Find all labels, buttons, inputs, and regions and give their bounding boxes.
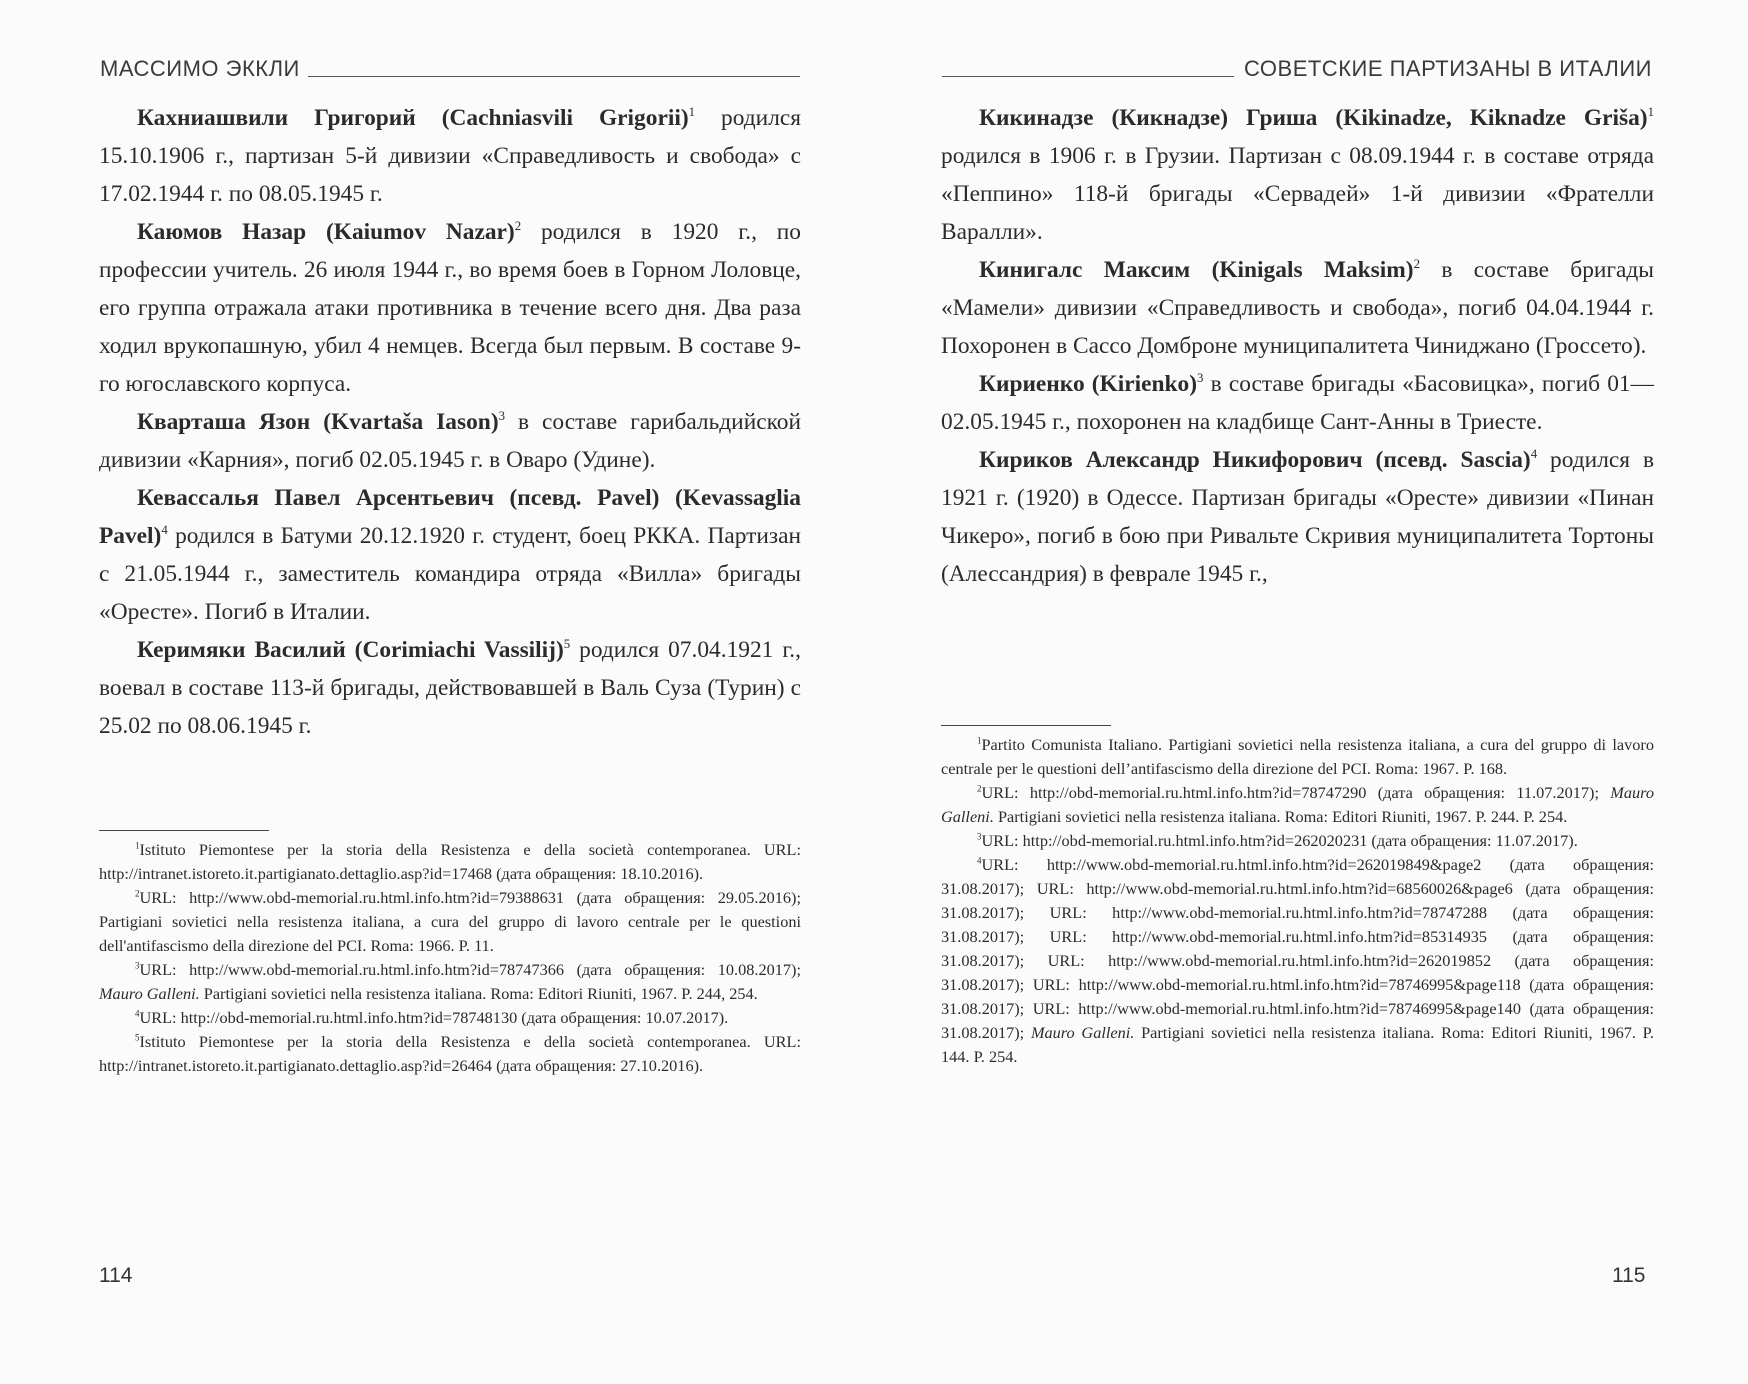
footnote-text: URL: http://www.obd-memorial.ru.html.info.htm?id=78747366 (дата обращения: 10.08.2017); <box>139 960 801 979</box>
footnote-ref: 3 <box>498 409 506 424</box>
footnote <box>941 781 1654 829</box>
footnote-number: 3 <box>977 831 982 842</box>
footnote <box>99 958 801 1006</box>
footnote-author: Mauro Galleni. <box>941 783 1654 826</box>
footnote-number: 3 <box>135 960 140 971</box>
footnote-separator <box>941 725 1111 726</box>
entry-name: Кевассалья Павел Арсентьевич (псевд. Pavel) (Kevassaglia Pavel) <box>99 485 801 549</box>
footnote-text-tail: Partigiani sovietici nella resistenza italiana. Roma: Editori Riuniti, 1967. P. 244. P. 254. <box>993 807 1568 826</box>
entry-name: Кириенко (Kirienko) <box>979 371 1198 397</box>
footnote-ref: 1 <box>1647 105 1654 120</box>
right-page <box>874 0 1748 1384</box>
footnote-ref: 3 <box>1197 371 1204 386</box>
footnote-text: Istituto Piemontese per la storia della Resistenza e della società contemporanea. URL: http://intranet.istoreto.it.partigianato.dettaglio.asp?id=17468 (дата обращения: 18.10.2016). <box>99 840 801 883</box>
footnote-text: Istituto Piemontese per la storia della Resistenza e della società contemporanea. URL: http://intranet.istoreto.it.partigianato.dettaglio.asp?id=26464 (дата обращения: 27.10.2016). <box>99 1032 801 1075</box>
entry-paragraph <box>99 99 801 213</box>
entry-text: родился в Батуми 20.12.1920 г. студент, боец РККА. Партизан с 21.05.1944 г., заместитель командира отряда «Вилла» бригады «Оресте». Погиб в Италии. <box>99 523 801 625</box>
footnote <box>99 1006 801 1030</box>
header-rule <box>942 76 1234 77</box>
entry-paragraph <box>941 99 1654 251</box>
page-number: 115 <box>1612 1264 1646 1287</box>
footnote <box>99 886 801 958</box>
footnote-text: URL: http://obd-memorial.ru.html.info.htm?id=262020231 (дата обращения: 11.07.2017). <box>981 831 1578 850</box>
entry-name: Кварташа Язон (Kvartaša Iason) <box>137 409 499 435</box>
entry-paragraph <box>99 213 801 403</box>
entry-name: Керимяки Василий (Corimiachi Vassilij) <box>137 637 564 663</box>
footnote-ref: 2 <box>1413 257 1420 272</box>
entry-text: родился 07.04.1921 г., воевал в составе 113-й бригады, действовавшей в Валь Суза (Турин) с 25.02 по 08.06.1945 г. <box>99 637 801 739</box>
entry-text: родился в 1920 г., по профессии учитель. 26 июля 1944 г., во время боев в Горном Лоловце, его группа отражала атаки противника в течение всего дня. Два раза ходил врукопашную, убил 4 немцев. Всегда был первым. В составе 9-го югославского корпуса. <box>99 219 801 397</box>
body-text <box>99 99 801 745</box>
footnote-author: Mauro Galleni. <box>99 984 200 1003</box>
footnote-separator <box>99 830 269 831</box>
footnotes <box>941 733 1654 1069</box>
entry-name: Кириков Александр Никифорович (псевд. Sascia) <box>979 447 1531 473</box>
header-title: МАССИМО ЭККЛИ <box>100 56 300 81</box>
footnote-text: URL: http://obd-memorial.ru.html.info.htm?id=78747290 (дата обращения: 11.07.2017); <box>981 783 1611 802</box>
footnote-ref: 4 <box>161 523 168 538</box>
running-header <box>100 56 800 82</box>
entry-text: в составе бригады «Мамели» дивизии «Справедливость и свобода», погиб 04.04.1944 г. Похоронен в Сассо Домброне муниципалитета Чиниджано (Гроссето). <box>941 257 1655 359</box>
footnote-text-tail: Partigiani sovietici nella resistenza italiana. Roma: Editori Riuniti, 1967. P. 244, 254. <box>199 984 758 1003</box>
footnote-number: 2 <box>135 888 140 899</box>
running-header <box>942 56 1652 82</box>
footnote-text: Partito Comunista Italiano. Partigiani sovietici nella resistenza italiana, a cura del gruppo di lavoro centrale per le questioni dell’antifascismo della direzione del PCI. Roma: 1967. P. 168. <box>941 735 1654 778</box>
footnote-ref: 2 <box>514 219 522 234</box>
footnotes <box>99 838 801 1078</box>
footnote <box>941 829 1654 853</box>
footnote <box>99 838 801 886</box>
footnote-ref: 5 <box>563 637 571 652</box>
body-text <box>941 99 1654 593</box>
footnote-number: 4 <box>977 855 982 866</box>
footnote <box>941 733 1654 781</box>
entry-paragraph <box>941 365 1654 441</box>
footnote-text-tail: Partigiani sovietici nella resistenza italiana. Roma: Editori Riuniti, 1967. P. 144. P. 254. <box>941 1023 1655 1066</box>
footnote <box>99 1030 801 1078</box>
footnote <box>941 853 1654 1069</box>
footnote-author: Mauro Galleni. <box>1030 1023 1135 1042</box>
entry-text: родился 15.10.1906 г., партизан 5-й дивизии «Справедливость и свобода» с 17.02.1944 г. по 08.05.1945 г. <box>99 105 802 207</box>
entry-text: в составе бригады «Басовицка», погиб 01—02.05.1945 г., похоронен на кладбище Сант-Анны в Триесте. <box>941 371 1654 435</box>
entry-name: Кахниашвили Григорий (Cachniasvili Grigorii) <box>137 105 689 131</box>
footnote-text: URL: http://obd-memorial.ru.html.info.htm?id=78748130 (дата обращения: 10.07.2017). <box>139 1008 729 1027</box>
entry-name: Кикинадзе (Кикнадзе) Гриша (Kikinadze, Kiknadze Griša) <box>979 105 1648 131</box>
footnote-number: 5 <box>135 1032 140 1043</box>
page-number: 114 <box>99 1264 133 1287</box>
entry-text: родился в 1906 г. в Грузии. Партизан с 08.09.1944 г. в составе отряда «Пеппино» 118-й бригады «Сервадей» 1-й дивизии «Фрателли Варалли». <box>941 143 1654 245</box>
footnote-text: URL: http://www.obd-memorial.ru.html.info.htm?id=79388631 (дата обращения: 29.05.2016); Partigiani sovietici nella resistenza italiana, a cura del gruppo di lavoro centrale per le questioni dell'antifascismo della direzione del PCI. Roma: 1966. P. 11. <box>99 888 801 955</box>
entry-paragraph <box>941 251 1654 365</box>
header-rule <box>308 76 800 77</box>
entry-name: Кинигалс Максим (Kinigals Maksim) <box>979 257 1414 283</box>
entry-paragraph <box>941 441 1654 593</box>
entry-text: в составе гарибальдийской дивизии «Карния», погиб 02.05.1945 г. в Оваро (Удине). <box>99 409 801 473</box>
entry-text: родился в 1921 г. (1920) в Одессе. Партизан бригады «Оресте» дивизии «Пинан Чикеро», погиб в бою при Ривальте Скривия муниципалитета Тортоны (Алессандрия) в феврале 1945 г., <box>941 447 1654 587</box>
entry-name: Каюмов Назар (Kaiumov Nazar) <box>137 219 515 245</box>
footnote-number: 4 <box>135 1008 140 1019</box>
footnote-number: 2 <box>977 783 982 794</box>
footnote-text: URL: http://www.obd-memorial.ru.html.info.htm?id=262019849&page2 (дата обращения: 31.08.2017); URL: http://www.obd-memorial.ru.html.info.htm?id=68560026&page6 (дата обращения: 31.08.2017); URL: http://www.obd-memorial.ru.html.info.htm?id=78747288 (дата обращения: 31.08.2017); URL: http://www.obd-memorial.ru.html.info.htm?id=85314935 (дата обращения: 31.08.2017); URL: http://www.obd-memorial.ru.html.info.htm?id=262019852 (дата обращения: 31.08.2017); URL: http://www.obd-memorial.ru.html.info.htm?id=78746995&page118 (дата обращения: 31.08.2017); URL: http://www.obd-memorial.ru.html.info.htm?id=78746995&page140 (дата обращения: 31.08.2017); <box>941 855 1654 1042</box>
entry-paragraph <box>99 479 801 631</box>
entry-paragraph <box>99 403 801 479</box>
header-title: СОВЕТСКИЕ ПАРТИЗАНЫ В ИТАЛИИ <box>1244 56 1652 81</box>
entry-paragraph <box>99 631 801 745</box>
footnote-ref: 4 <box>1530 447 1538 462</box>
footnote-number: 1 <box>135 840 140 851</box>
footnote-number: 1 <box>977 735 982 746</box>
footnote-ref: 1 <box>688 105 696 120</box>
